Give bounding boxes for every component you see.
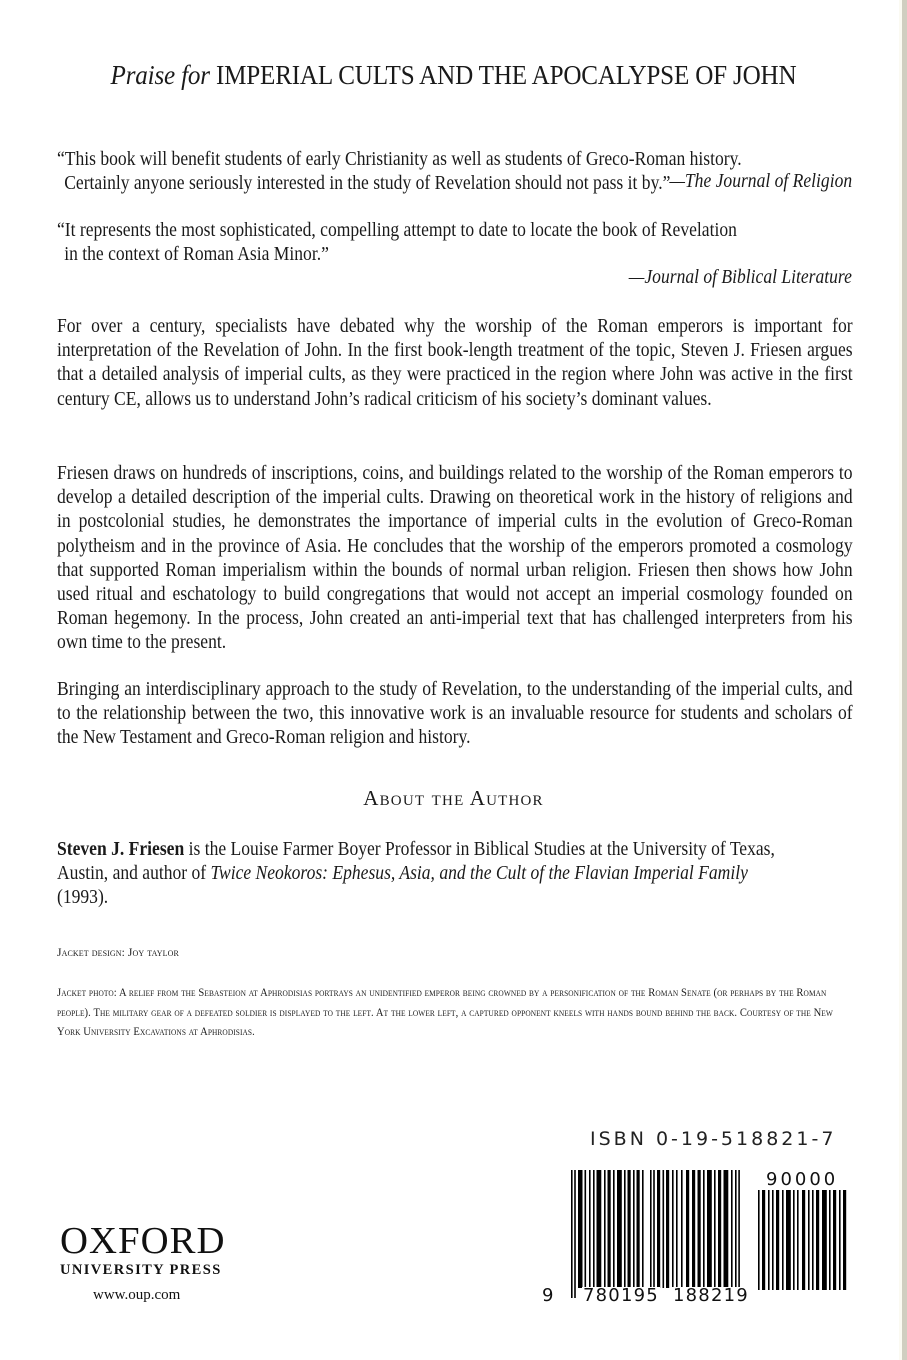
review-quote-2 — [57, 219, 853, 266]
barcode-left-digits: 780195 — [583, 1285, 659, 1306]
addon-barcode — [758, 1190, 848, 1290]
barcode-right-digits: 188219 — [673, 1285, 749, 1306]
quote-attribution-2: —Journal of Biblical Literature — [628, 267, 852, 288]
bio-text: is the Louise Farmer Boyer Professor in Biblical Studies at the University of Texas, Austin, and author of — [57, 839, 775, 885]
quote-line: in the context of Roman Asia Minor.” — [64, 243, 329, 265]
jacket-design-credit: Jacket design: Joy taylor — [57, 947, 179, 959]
page-edge-strip — [902, 0, 907, 1360]
publisher-logo — [60, 1222, 240, 1304]
description-paragraph-1 — [57, 315, 853, 412]
praise-title — [32, 60, 876, 91]
about-author-heading: About the Author — [363, 786, 544, 810]
publisher-url: www.oup.com — [93, 1287, 181, 1303]
praise-title-book: IMPERIAL CULTS AND THE APOCALYPSE OF JOHN — [215, 60, 797, 90]
author-name: Steven J. Friesen — [57, 839, 185, 860]
quote-line: “This book will benefit students of early Christianity as well as students of Greco-Roman history. — [57, 149, 742, 170]
publisher-name: OXFORD — [60, 1220, 226, 1262]
barcode-lead-digit: 9 — [542, 1285, 554, 1306]
description-paragraph-3 — [57, 678, 853, 751]
description-paragraph-2 — [57, 462, 853, 656]
publisher-subtitle: UNIVERSITY PRESS — [60, 1262, 222, 1278]
quote-line: Certainly anyone seriously interested in the study of Revelation should not pass it by.” — [64, 172, 671, 194]
praise-title-prefix: Praise for — [110, 60, 210, 90]
paragraph-text: For over a century, specialists have debated why the worship of the Roman emperors is important for interpretation of the Revelation of John. In the first book-length treatment of the topic, Steven J. Friesen argues that a detailed analysis of imperial cults, as they were practiced in the region where John was active in the first century CE, allows us to understand John’s radical criticism of his society’s dominant values. — [57, 316, 853, 410]
bio-text-end: (1993). — [57, 887, 109, 909]
paragraph-text: Bringing an interdisciplinary approach to the study of Revelation, to the understanding of the imperial cults, and to the relationship between the two, this innovative work is an invaluable resource for students and scholars of the New Testament and Greco-Roman religion and history. — [57, 679, 853, 749]
barcode-addon-digits: 90000 — [766, 1169, 839, 1190]
quote-line: “It represents the most sophisticated, compelling attempt to date to locate the book of Revelation — [57, 220, 737, 241]
jacket-photo-credit: Jacket photo: A relief from the Sebasteion at Aphrodisias portrays an unidentified emperor being crowned by a personification of the Roman Senate (or perhaps by the Roman people). The military gear of a defeated soldier is displayed to the left. At the lower left, a captured opponent kneels with hands bound behind the back. Courtesy of the New York University Excavations at Aphrodisias. — [57, 987, 833, 1038]
author-book-title: Twice Neokoros: Ephesus, Asia, and the Cult of the Flavian Imperial Family — [210, 863, 748, 885]
author-bio — [57, 838, 795, 911]
ean-barcode — [571, 1170, 747, 1298]
isbn-label: ISBN 0-19-518821-7 — [590, 1128, 837, 1150]
quote-attribution-1: —The Journal of Religion — [669, 171, 852, 192]
paragraph-text: Friesen draws on hundreds of inscriptions, coins, and buildings related to the worship of the Roman emperors to develop a detailed description of the imperial cults. Drawing on theoretical work in the history of religions and in postcolonial studies, he demonstrates the importance of imperial cults in the evolution of Greco-Roman polytheism and in the province of Asia. He concludes that the worship of the emperors promoted a cosmology that supported Roman imperialism within the bounds of normal urban religion. Friesen then shows how John used ritual and eschatology to build congregations that would not accept an imperial cosmology founded on Roman hegemony. In the process, John created an anti-imperial text that has challenged interpreters from his own time to the present. — [57, 463, 853, 654]
